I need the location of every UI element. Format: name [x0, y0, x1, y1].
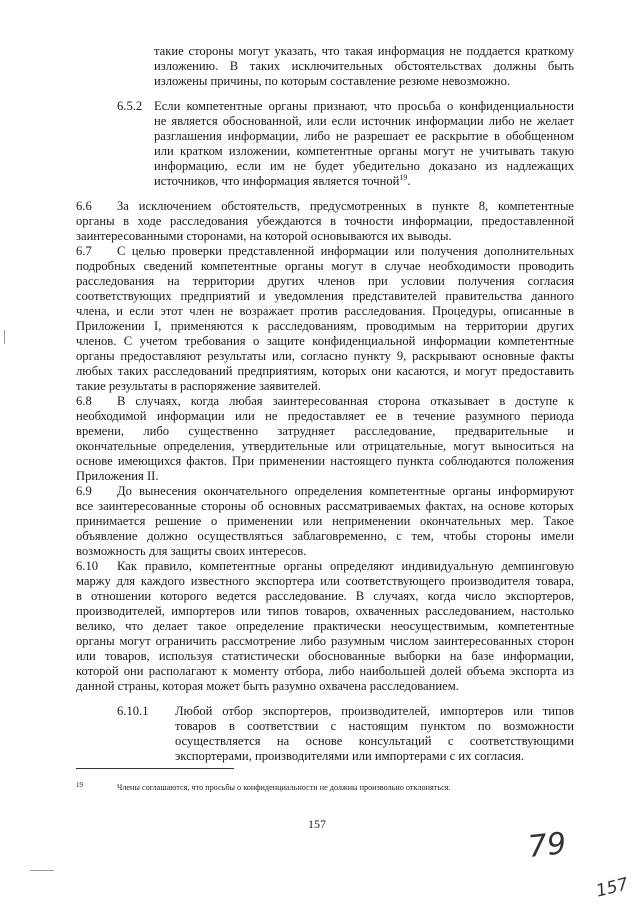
text-line: Приложении I, применяются к расследованиям, проводимым на территории других	[76, 319, 574, 333]
section-number: 6.6	[76, 199, 92, 213]
handwritten-corner-number: 157	[594, 874, 631, 902]
text-line: времени, либо существенно затрудняет расследование, предварительные и	[76, 424, 574, 438]
text-line: разглашения информации, либо не разрешает ее раскрытие в обобщенном	[154, 129, 574, 143]
text-line: экспортерами, производителями или импортерами с их согласия.	[175, 749, 525, 763]
scan-mark	[30, 870, 54, 871]
text-line: возможность для защиты своих интересов.	[76, 544, 307, 558]
text-line: Если компетентные органы признают, что просьба о конфиденциальности	[154, 99, 574, 113]
text-line: или товаров, используя статистически обоснованные выборки на базе информации,	[76, 649, 574, 663]
section-number: 6.10	[76, 559, 99, 573]
text-line: все заинтересованные стороны об основных рассматриваемых фактах, на основе которых	[76, 499, 574, 513]
page-number: 157	[308, 817, 326, 831]
footnote-number: 19	[76, 781, 83, 789]
text-line: расследования на территории других членов при условии получения согласия	[76, 274, 574, 288]
text-line: органы предоставляют результаты или, согласно пункту 9, раскрывают основные факты	[76, 349, 574, 363]
text-line: За исключением обстоятельств, предусмотренных в пункте 8, компетентные	[117, 199, 574, 213]
text-line: подробных сведений компетентные органы могут в случае необходимости проводить	[76, 259, 574, 273]
text-line: данной страны, которая может быть разумно охвачена расследованием.	[76, 679, 459, 693]
text-line: такие стороны могут указать, что такая информация не поддается краткому	[154, 44, 574, 58]
text-line: соответствующих предприятий и уведомления представителей правительства данного	[76, 289, 574, 303]
text-line: органы могут ограничить рассмотрение либо разумным числом заинтересованных сторон	[76, 634, 574, 648]
section-number: 6.5.2	[117, 99, 143, 113]
scan-mark	[4, 330, 5, 344]
footnote-ref: 19	[399, 172, 408, 182]
section-number: 6.7	[76, 244, 92, 258]
text-line: Любой отбор экспортеров, производителей, импортеров или типов	[175, 704, 574, 718]
text-line: члена, и если этот член не возражает против расследования. Процедуры, описанные в	[76, 304, 574, 318]
text-line: необходимой информации или не предоставляет ее в течение разумного периода	[76, 409, 574, 423]
text-line: маржу для каждого известного экспортера или соответствующего производителя товара,	[76, 574, 574, 588]
footnote-separator	[76, 768, 234, 769]
text-line: Как правило, компетентные органы определяют индивидуальную демпинговую	[117, 559, 574, 573]
footnote-text: Члены соглашаются, что просьбы о конфиденциальности не должны произвольно отклоняться.	[117, 783, 451, 792]
text-line: Приложения II.	[76, 469, 159, 483]
text-line: членов. С учетом требования о защите конфиденциальной информации компетентные	[76, 334, 574, 348]
text-line: изложению. В таких исключительных обстоятельствах должны быть	[154, 59, 574, 73]
text-line: производителей, импортеров или типов товаров, охваченных расследованием, настолько	[76, 604, 574, 618]
text-line: До вынесения окончательного определения компетентные органы информируют	[117, 484, 574, 498]
text-line: С целью проверки представленной информации или получения дополнительных	[117, 244, 574, 258]
text-line: которой они располагают к моменту отбора, либо наибольшей долей объема экспорта из	[76, 664, 574, 678]
text-line: объявление должно осуществляться заблаговременно, с тем, чтобы стороны имели	[76, 529, 574, 543]
handwritten-folio: 79	[526, 826, 568, 865]
text-line: основе имеющихся фактов. При применении настоящего пункта соблюдаются положения	[76, 454, 574, 468]
line-tail: .	[407, 174, 411, 188]
text-line: информацию, если им не будет убедительно доказано из надлежащих	[154, 159, 574, 173]
text-line: не является обоснованной, или если источник информации либо не желает	[154, 114, 574, 128]
text-line: любых таких расследований предприятиям, которых они касаются, и могут предоставить	[76, 364, 574, 378]
text-line: такие результаты в распоряжение заявителей.	[76, 379, 321, 393]
text-line: окончательные определения, утвердительные или отрицательные, могут выноситься на	[76, 439, 574, 453]
section-number: 6.10.1	[117, 704, 149, 718]
text-line: осуществляется на основе консультаций с соответствующими	[175, 734, 574, 748]
text-line: изложены причины, по которым составление резюме невозможно.	[154, 74, 511, 88]
text-line: велико, что делает такое определение практически неосуществимым, компетентные	[76, 619, 574, 633]
text-line: принимается решение о применении или неприменении окончательных мер. Такое	[76, 514, 574, 528]
text-line: заинтересованными сторонами, на которой основываются их выводы.	[76, 229, 452, 243]
text-line-content: источников, что информация является точной	[154, 174, 400, 188]
text-line: в отношении которого ведется расследование. В случаях, когда число экспортеров,	[76, 589, 574, 603]
text-line: органы в ходе расследования убеждаются в точности информации, предоставленной	[76, 214, 574, 228]
text-line: или кратком изложении, компетентные органы могут не учитывать такую	[154, 144, 574, 158]
text-line: товаров в соответствии с настоящим пунктом по возможности	[175, 719, 574, 733]
section-number: 6.9	[76, 484, 92, 498]
text-line: В случаях, когда любая заинтересованная сторона отказывает в доступе к	[117, 394, 574, 408]
section-number: 6.8	[76, 394, 92, 408]
text-line	[154, 174, 411, 189]
